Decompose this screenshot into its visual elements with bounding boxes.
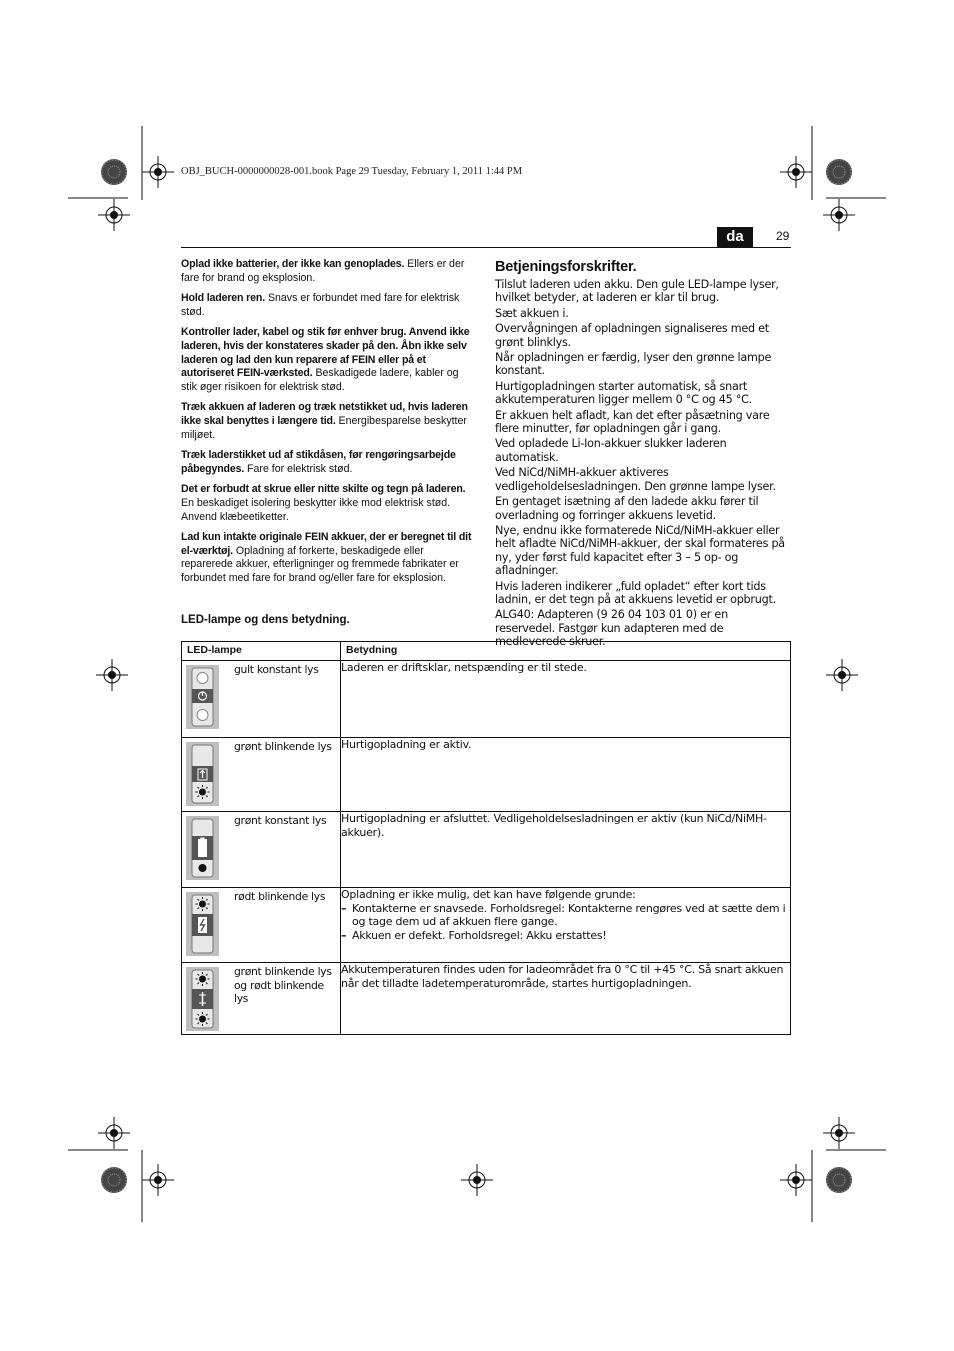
table-row (182, 661, 791, 738)
dash-bullet: – (341, 901, 347, 915)
battery-fault-icon (186, 892, 219, 956)
list-item: – Akkuen er defekt. Forholdsregel: Akku erstattes! (341, 928, 607, 942)
battery-full-icon (186, 816, 219, 880)
safety-paragraph: Træk akkuen af laderen og træk netstikket ud, hvis laderen ikke skal benyttes i længere tid. Energibesparelse beskytter miljøet. (181, 401, 468, 441)
lamp-label: grønt blinkende lys og rødt blinkende lys (234, 965, 332, 1005)
instruction-paragraph: En gentaget isætning af den ladede akku fører til overladning og forringer akkuens levetid. (495, 495, 759, 522)
instruction-paragraph: Sæt akkuen i. (495, 306, 569, 320)
meaning-cell: Laderen er driftsklar, netspænding er til stede. (341, 661, 791, 738)
led-meaning-table (181, 641, 791, 1035)
language-badge: da (717, 227, 753, 247)
page-number: 29 (776, 229, 790, 243)
meaning-cell: Hurtigopladning er aktiv. (341, 738, 791, 812)
meaning-cell: Akkutemperaturen findes uden for ladeområdet fra 0 °C til +45 °C. Så snart akkuen når det tilladte ladetemperaturområde, startes hurtigopladningen. (341, 963, 791, 1035)
temperature-icon (186, 967, 219, 1031)
safety-paragraph: Træk laderstikket ud af stikdåsen, før rengøringsarbejde påbegyndes. Fare for elektrisk stød. (181, 449, 456, 475)
instruction-paragraph: Når opladningen er færdig, lyser den grønne lampe konstant. (495, 351, 772, 378)
book-file-line: OBJ_BUCH-0000000028-001.book Page 29 Tuesday, February 1, 2011 1:44 PM (181, 166, 523, 177)
list-item: – Kontakterne er snavsede. Forholdsregel: Kontakterne rengøres ved at sætte dem i og tage dem ud af akkuen flere gange. (341, 901, 786, 928)
table-header-row (182, 642, 791, 661)
operating-instructions-column (495, 258, 791, 651)
table-row (182, 963, 791, 1035)
safety-paragraph: Det er forbudt at skrue eller nitte skilte og tegn på laderen. En beskadiget isolering beskytter ikke mod elektrisk stød. Anvend klæbeetiketter. (181, 483, 466, 523)
instruction-paragraph: Overvågningen af opladningen signaliseres med et grønt blinklys. (495, 322, 769, 349)
led-table-heading: LED-lampe og dens betydning. (181, 614, 350, 626)
instruction-paragraph: Ved opladede Li-Ion-akkuer slukker laderen automatisk. (495, 437, 727, 464)
charging-arrow-icon (186, 742, 219, 806)
column-header-lamp: LED-lampe (182, 642, 341, 661)
meaning-cell: Opladning er ikke mulig, det kan have følgende grunde: – Kontakterne er snavsede. Forholdsregel: Kontakterne rengøres ved at sætte dem i og tage dem ud af akkuen flere gange. – Akkuen er defekt. Forholdsregel: Akku erstattes! (341, 888, 791, 963)
column-header-meaning: Betydning (341, 642, 791, 661)
lamp-label: grønt blinkende lys (234, 740, 332, 753)
safety-paragraph: Lad kun intakte originale FEIN akkuer, der er beregnet til dit el-værktøj. Opladning af forkerte, beskadigede eller reparerede akkuer, efterligninger og fremmede fabrikater er forbundet med fare for brand og/eller fare for eksplosion. (181, 531, 472, 584)
lamp-label: gult konstant lys (234, 663, 319, 676)
safety-paragraph: Kontroller lader, kabel og stik før enhver brug. Anvend ikke laderen, hvis der konstateres skader på den. Åbn ikke selv laderen og lad den kun reparere af FEIN eller på et autoriseret FEIN-værksted. Beskadigede ladere, kabler og stik øger risikoen for elektrisk stød. (181, 326, 470, 393)
instruction-paragraph: Er akkuen helt afladt, kan det efter påsætning vare flere minutter, før opladningen går i gang. (495, 408, 770, 436)
instruction-paragraph: Hvis laderen indikerer „fuld opladet“ efter kort tids ladnin, er det tegn på at akkuens levetid er opbrugt. (495, 579, 776, 606)
instruction-paragraph: Nye, endnu ikke formaterede NiCd/NiMH-akkuer eller helt afladte NiCd/NiMH-akkuer, der skal formateres på ny, yder først fuld kapacitet efter 3 – 5 op- og afladninger. (495, 523, 785, 578)
instruction-paragraph: ALG40: Adapteren (9 26 04 103 01 0) er en reservedel. Fastgør kun adapteren med de medleverede skruer. (495, 608, 728, 649)
safety-instructions-column (181, 258, 477, 592)
meaning-cell: Hurtigopladning er afsluttet. Vedligeholdelsesladningen er aktiv (kun NiCd/NiMH-akkuer). (341, 812, 791, 888)
power-lamp-icon (186, 665, 219, 729)
instruction-paragraph: Ved NiCd/NiMH-akkuer aktiveres vedligeholdelsesladningen. Den grønne lampe lyser. (495, 466, 776, 493)
table-row (182, 738, 791, 812)
section-title: Betjeningsforskrifter. (495, 259, 637, 275)
instruction-paragraph: Tilslut laderen uden akku. Den gule LED-lampe lyser, hvilket betyder, at laderen er klar til brug. (495, 278, 779, 305)
safety-paragraph: Oplad ikke batterier, der ikke kan genoplades. Ellers er der fare for brand og eksplosion. (181, 258, 465, 284)
table-row (182, 812, 791, 888)
table-row (182, 888, 791, 963)
lamp-label: grønt konstant lys (234, 814, 327, 827)
dash-bullet: – (341, 928, 347, 942)
header-rule (181, 247, 791, 248)
safety-paragraph: Hold laderen ren. Snavs er forbundet med fare for elektrisk stød. (181, 292, 460, 318)
instruction-paragraph: Hurtigopladningen starter automatisk, så snart akkutemperaturen ligger mellem 0 °C og 45 °C. (495, 379, 752, 407)
lamp-label: rødt blinkende lys (234, 890, 326, 903)
